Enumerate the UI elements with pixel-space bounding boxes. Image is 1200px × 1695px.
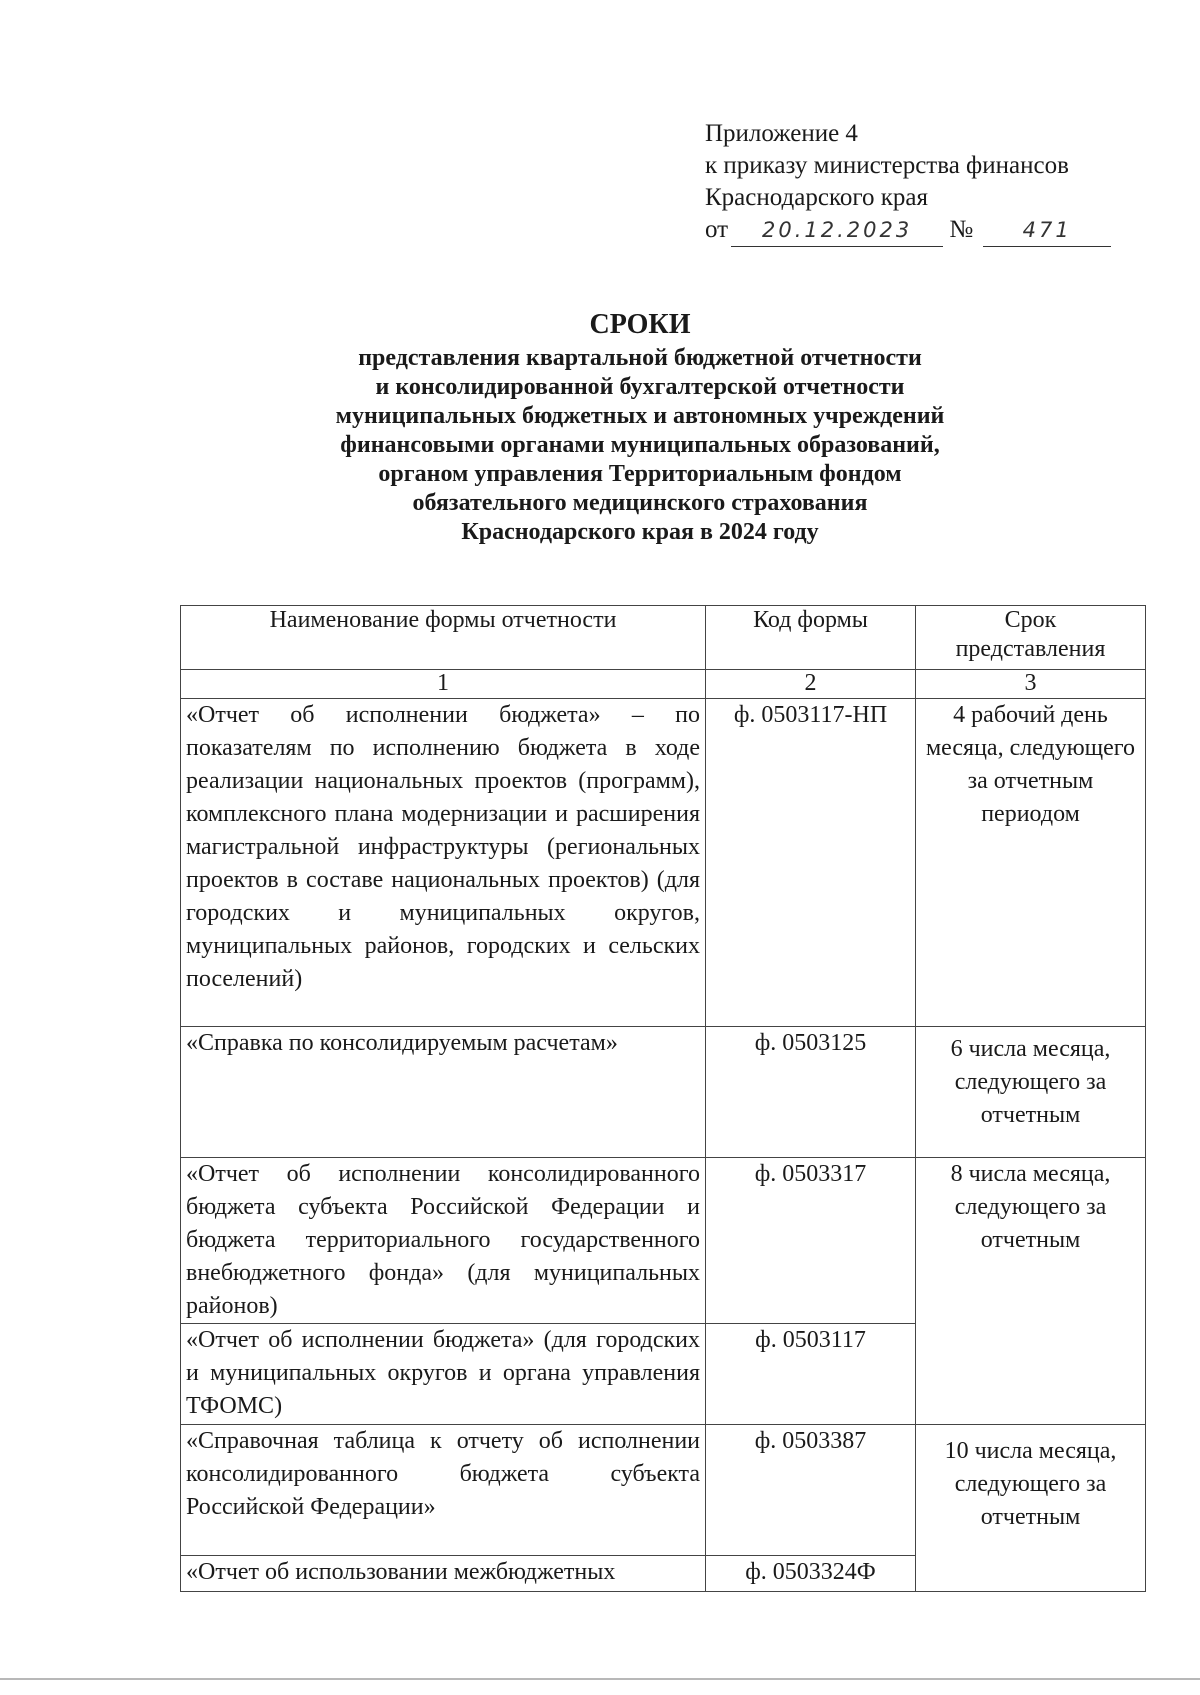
column-number: 1 — [181, 670, 706, 699]
form-code-cell: ф. 0503125 — [706, 1027, 916, 1158]
form-code-cell: ф. 0503324Ф — [706, 1556, 916, 1592]
appendix-region: Краснодарского края — [705, 184, 928, 211]
order-number-field — [983, 214, 1111, 247]
appendix-title: Приложение 4 — [705, 120, 858, 147]
deadlines-table — [180, 605, 1146, 1592]
form-code-cell: ф. 0503117 — [706, 1324, 916, 1425]
table-row — [181, 1425, 1146, 1556]
form-name-cell: «Справка по консолидируемым расчетам» — [181, 1027, 706, 1158]
appendix-block — [705, 118, 1111, 247]
header-deadline: Срок представления — [916, 606, 1146, 670]
deadline-cell: 8 числа месяца, следующего за отчетным — [916, 1158, 1146, 1425]
table-header-row — [181, 606, 1146, 670]
appendix-date-number-line — [705, 214, 1111, 247]
document-title — [160, 308, 1120, 547]
title-main: СРОКИ — [589, 309, 691, 340]
table-row — [181, 1027, 1146, 1158]
form-name-cell: «Отчет об исполнении бюджета» – по показателям по исполнению бюджета в ходе реализации национальных проектов (программ), комплексного плана модернизации и расширения магистральной инфраструктуры (региональных проектов в составе национальных проектов) (для городских и муниципальных округов, муниципальных районов, городских и сельских поселений) — [181, 699, 706, 1027]
header-form-code: Код формы — [706, 606, 916, 670]
deadline-cell: 4 рабочий день месяца, следующего за отчетным периодом — [916, 699, 1146, 1027]
title-line: обязательного медицинского страхования — [412, 490, 868, 516]
column-number: 3 — [916, 670, 1146, 699]
title-line: и консолидированной бухгалтерской отчетности — [375, 374, 905, 400]
form-name-cell: «Отчет об исполнении бюджета» (для городских и муниципальных округов и органа управления ТФОМС) — [181, 1324, 706, 1425]
form-name-cell: «Справочная таблица к отчету об исполнении консолидированного бюджета субъекта Российской Федерации» — [181, 1425, 706, 1556]
header-form-name: Наименование формы отчетности — [181, 606, 706, 670]
order-number-handwritten: 471 — [1022, 218, 1072, 242]
from-label: от — [705, 216, 729, 243]
deadline-cell: 6 числа месяца, следующего за отчетным — [916, 1027, 1146, 1158]
appendix-order-ref: к приказу министерства финансов — [705, 152, 1069, 179]
form-name-cell: «Отчет об использовании межбюджетных — [181, 1556, 706, 1592]
table-row — [181, 1158, 1146, 1324]
title-line: финансовыми органами муниципальных образований, — [340, 432, 940, 458]
scan-bottom-edge — [0, 1678, 1200, 1680]
order-date-field — [731, 214, 943, 247]
order-date-handwritten: 20.12.2023 — [761, 218, 913, 242]
form-name-cell: «Отчет об исполнении консолидированного бюджета субъекта Российской Федерации и бюджета территориального государственного внебюджетного фонда» (для муниципальных районов) — [181, 1158, 706, 1324]
form-code-cell: ф. 0503117-НП — [706, 699, 916, 1027]
title-line: представления квартальной бюджетной отчетности — [358, 345, 922, 371]
title-line: Краснодарского края в 2024 году — [461, 519, 819, 545]
form-code-cell: ф. 0503387 — [706, 1425, 916, 1556]
title-line: муниципальных бюджетных и автономных учреждений — [335, 403, 945, 429]
table-row — [181, 699, 1146, 1027]
column-numbers-row — [181, 670, 1146, 699]
deadline-cell: 10 числа месяца, следующего за отчетным — [916, 1425, 1146, 1592]
form-code-cell: ф. 0503317 — [706, 1158, 916, 1324]
title-line: органом управления Территориальным фондом — [378, 461, 902, 487]
number-label: № — [949, 216, 974, 243]
column-number: 2 — [706, 670, 916, 699]
